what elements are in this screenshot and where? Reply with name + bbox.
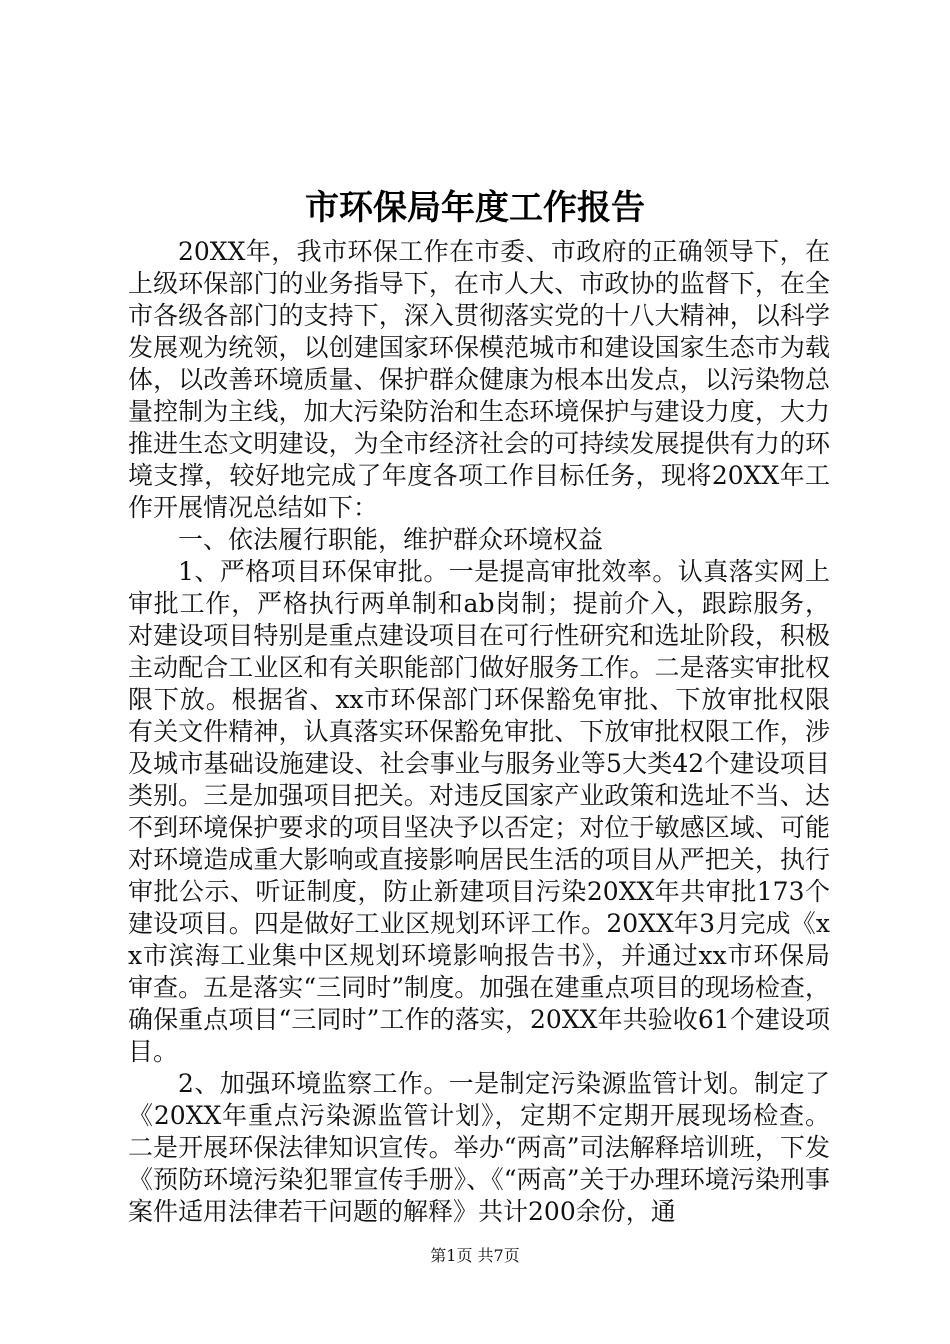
page-footer: 第1页 共7页 <box>430 1246 520 1265</box>
document-title: 市环保局年度工作报告 <box>305 188 645 228</box>
document-body <box>128 236 830 1228</box>
section-heading: 一、依法履行职能，维护群众环境权益 <box>178 525 604 554</box>
paragraph-intro: 20XX年，我市环保工作在市委、市政府的正确领导下，在上级环保部门的业务指导下，在市人大、市政协的监督下，在全市各级各部门的支持下，深入贯彻落实党的十八大精神，以科学发展观为统领，以创建国家环保模范城市和建设国家生态市为载体，以改善环境质量、保护群众健康为根本出发点，以污染物总量控制为主线，加大污染防治和生态环境保护与建设力度，大力推进生态文明建设，为全市经济社会的可持续发展提供有力的环境支撑，较好地完成了年度各项工作目标任务，现将20XX年工作开展情况总结如下： <box>128 237 830 522</box>
paragraph-environmental-supervision: 2、加强环境监察工作。一是制定污染源监管计划。制定了《20XX年重点污染源监管计划》，定期不定期开展现场检查。二是开展环保法律知识宣传。举办“两高”司法解释培训班，下发《预防环境污染犯罪宣传手册》、《“两高”关于办理环境污染刑事案件适用法律若干问题的解释》共计200余份，通 <box>128 1069 830 1226</box>
paragraph-project-approval: 1、严格项目环保审批。一是提高审批效率。认真落实网上审批工作，严格执行两单制和ab岗制；提前介入，跟踪服务，对建设项目特别是重点建设项目在可行性研究和选址阶段，积极主动配合工业区和有关职能部门做好服务工作。二是落实审批权限下放。根据省、xx市环保部门环保豁免审批、下放审批权限有关文件精神，认真落实环保豁免审批、下放审批权限工作，涉及城市基础设施建设、社会事业与服务业等5大类42个建设项目类别。三是加强项目把关。对违反国家产业政策和选址不当、达不到环境保护要求的项目坚决予以否定；对位于敏感区域、可能对环境造成重大影响或直接影响居民生活的项目从严把关，执行审批公示、听证制度，防止新建项目污染20XX年共审批173个建设项目。四是做好工业区规划环评工作。20XX年3月完成《xx市滨海工业集中区规划环境影响报告书》，并通过xx市环保局审查。五是落实“三同时”制度。加强在建重点项目的现场检查，确保重点项目“三同时”工作的落实，20XX年共验收61个建设项目。 <box>128 557 830 1066</box>
